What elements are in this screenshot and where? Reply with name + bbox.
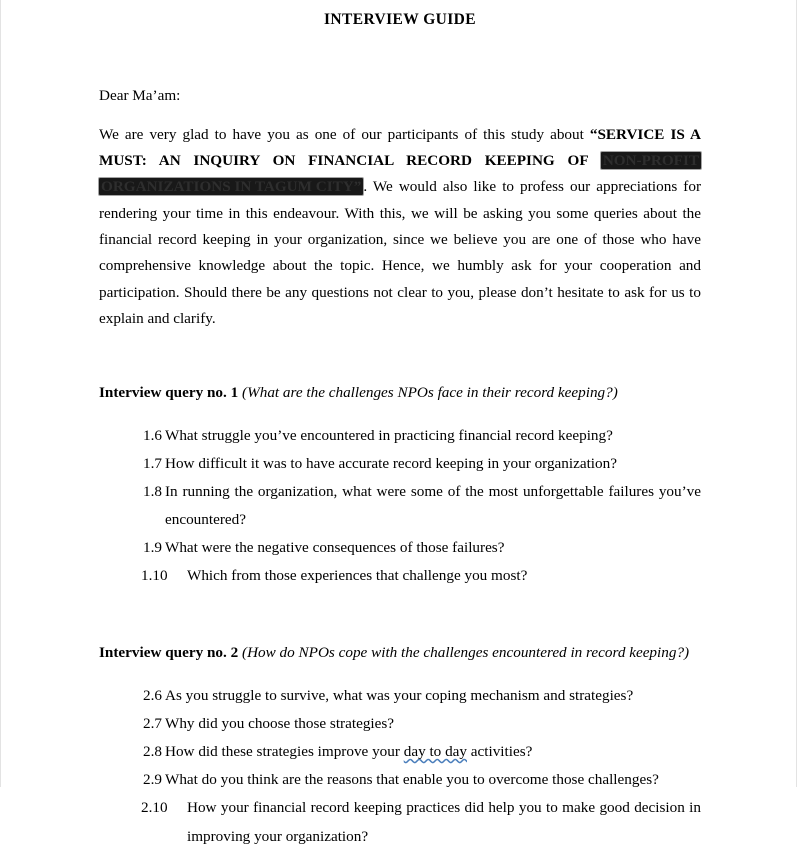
item-text: What struggle you’ve encountered in practicing financial record keeping? (165, 426, 613, 444)
section-heading-query-2 (99, 640, 701, 666)
list-item (99, 534, 701, 562)
salutation: Dear Ma’am: (99, 86, 181, 104)
item-text: How your financial record keeping practices did help you to make good decision in improving your organization? (187, 799, 701, 845)
item-number: 1.6 (143, 426, 162, 444)
section-2-label: Interview query no. 2 (99, 644, 239, 662)
section-1-parenthetical: (What are the challenges NPOs face in their record keeping?) (242, 384, 618, 402)
document-body (99, 0, 701, 851)
item-number: 2.10 (141, 799, 168, 817)
list-item (99, 682, 701, 710)
intro-paragraph (99, 122, 701, 332)
list-item (99, 422, 701, 450)
redaction-block-2: ORGANIZATIONS IN TAGUM CITY” (101, 178, 362, 196)
item-text-after: activities? (467, 743, 533, 761)
redaction-block-1: NON-PROFIT (602, 152, 699, 170)
page-title: INTERVIEW GUIDE (323, 11, 477, 28)
item-text-before: How did these strategies improve your (165, 743, 404, 761)
question-list-2 (99, 682, 701, 851)
intro-text-body: . We would also like to profess our appreciations for rendering your time in this endeavour. With this, we will be asking you some queries about the financial record keeping in your organization, since we believe you are one of those who have comprehensive knowledge about the topic. Hence, we humbly ask for your cooperation and participation. Should there be any questions not clear to you, please don’t hesitate to ask for us to explain and clarify. (99, 178, 701, 327)
item-text: As you struggle to survive, what was your coping mechanism and strategies? (165, 686, 634, 704)
item-text: Which from those experiences that challenge you most? (187, 567, 528, 585)
item-number: 1.9 (143, 539, 162, 557)
intro-text-lead: We are very glad to have you as one of our participants of this study about (99, 125, 590, 143)
item-text (165, 738, 701, 766)
list-item (99, 478, 701, 534)
item-number: 2.6 (143, 686, 162, 704)
spellcheck-flagged-text: day to day (403, 743, 467, 761)
item-number: 2.7 (143, 715, 162, 733)
list-item (99, 766, 701, 794)
study-title-quoted: “SERVICE IS A MUST: AN INQUIRY ON FINANCIAL RECORD KEEPING OF (99, 125, 701, 170)
item-number: 2.8 (143, 743, 162, 761)
item-number: 2.9 (143, 771, 162, 789)
list-item (99, 562, 701, 590)
list-item (99, 450, 701, 478)
item-text: How difficult it was to have accurate record keeping in your organization? (165, 454, 617, 472)
item-number: 1.8 (143, 482, 162, 500)
question-list-1 (99, 422, 701, 591)
item-number: 1.7 (143, 454, 162, 472)
list-item (99, 794, 701, 850)
item-number: 1.10 (141, 567, 168, 585)
item-text: What do you think are the reasons that enable you to overcome those challenges? (165, 771, 659, 789)
item-text: In running the organization, what were some of the most unforgettable failures you’ve encountered? (165, 482, 701, 529)
section-heading-query-1 (99, 380, 701, 406)
section-1-label: Interview query no. 1 (99, 384, 239, 402)
list-item (99, 738, 701, 766)
list-item (99, 710, 701, 738)
item-text: Why did you choose those strategies? (165, 715, 395, 733)
item-text: What were the negative consequences of those failures? (165, 539, 505, 557)
section-2-parenthetical: (How do NPOs cope with the challenges encountered in record keeping?) (242, 644, 690, 662)
